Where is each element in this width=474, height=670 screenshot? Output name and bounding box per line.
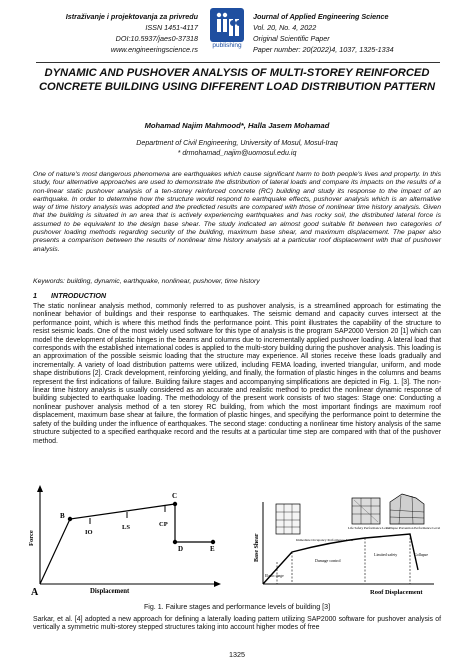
logo-text: publishing	[212, 42, 242, 49]
journal-url: www.engineeringscience.rs	[110, 45, 198, 54]
io-annotation: Immediate Occupancy Performance Level	[296, 538, 354, 542]
affiliation-block	[30, 138, 444, 158]
label-ls: LS	[122, 524, 130, 531]
introduction-paragraph: The static nonlinear analysis method, commonly referred to as pushover analysis, is a streamlined approach for estimating the nonlinear behavior of buildings and their response to earthquakes. The seismic demand and capacity curves intersect at the performance point, which is where this method finds the performance point. This point illustrates the capability of the structure to resist seismic loads. One of the most widely used software for this type of analysis is the program SAP2000 Version 20 [1] which can model the development of plastic hinges in the beams and columns due to incrementally applied pushover loading. A lateral load that corresponds with the established international codes is applied to the multi-story building during the pushover analysis. This loading is an approximation of the possible seismic loading that the structure may experience. All stories receive these loads gradually and incrementally. A variety of load distribution patterns were utilized, including FEMA loading, inverted triangular, uniform, and mode shape distributions [2]. Crack development, reinforcing yielding, and finally, the formation of plastic hinges in the columns and beams represent the first indications of failure. Building failure stages and accompanying simplifications are depicted in Fig. 1. [3]. The non-linear time history analysis is usually considered as an accurate and realistic method to predict the nonlinear dynamic response of building subjected to earthquake loading. The methodology of the present work consists of two stages: Stage one: Conducting a nonlinear pushover analysis method of a ten storey RC building, from which the most important findings are maximum roof displacement, maximum base shear at failure, the formation of plastic hinges, and specifying the performance point to determine the safety of the building under the influence of earthquakes. The second stage: conducting a nonlinear time history analysis of the same structure subjected to a specified earthquake record and the results at a particular time step are compared with that of the pushover method.	[33, 303, 441, 445]
collapse-annotation: Collapse	[414, 552, 428, 557]
keywords-list: building, dynamic, earthquake, nonlinear, pushover, time history	[64, 278, 260, 285]
performance-level-diagram	[254, 494, 440, 596]
section-heading	[33, 291, 441, 300]
label-io: IO	[85, 529, 93, 536]
left-y-arrow	[37, 485, 43, 492]
figure-1	[30, 484, 444, 598]
section-number: 1	[33, 291, 37, 300]
journal-local-name: Istraživanje i projektovanja za privredu	[65, 12, 198, 21]
abstract: One of nature's most dangerous phenomena are earthquakes which cause significant harm to both people's lives and property. In this study, four alternative approaches are used to demonstrate the distribution of lateral loads and compare its impacts on the results of a non-linear static pushover analysis of a ten-storey reinforced concrete (RC) building and study its response to the impact of an earthquake. In order to determine how the structure would respond to earthquake effects, pushover analysis which is an alternative way of time history analysis was adopted and the predicted results are compared with those of nonlinear time history analysis. Given that the building is situated in an area that is actively experiencing earthquakes and has rocky soil, the distributed lateral force is assumed to be equivalent to the design base shear. The study indicated an almost good suitable fit between two categories of pushover loading methods regarding security of the building, maximum base shear, and maximum displacement. The paper also presents a comparison between the results of nonlinear time history analysis at a particular roof displacement with that of pushover analysis.	[33, 171, 441, 253]
authors: Mohamad Najim Mahmood*, Halla Jasem Mohamad	[144, 121, 330, 130]
label-e: E	[210, 545, 215, 553]
keywords	[33, 278, 441, 285]
label-cp: CP	[159, 521, 168, 528]
header-rule	[36, 62, 440, 63]
right-y-label: Base Shear	[254, 533, 260, 562]
paper-type: Original Scientific Paper	[253, 34, 330, 43]
damage-control-annotation: Damage control	[315, 558, 341, 563]
publisher-logo	[204, 8, 250, 58]
right-x-label: Roof Displacement	[370, 589, 423, 596]
journal-name: Journal of Applied Engineering Science	[253, 12, 389, 21]
left-x-label: Displacement	[90, 588, 130, 595]
page-number: 1325	[229, 650, 245, 659]
force-displacement-diagram	[28, 485, 221, 598]
label-d: D	[178, 545, 184, 553]
figure-svg	[30, 484, 444, 598]
building-icon-cp	[390, 494, 424, 524]
point-d-marker	[173, 540, 177, 544]
building-icon-io	[276, 504, 300, 534]
elastic-range-annotation: Elastic range	[265, 574, 284, 578]
section-title: INTRODUCTION	[51, 291, 107, 300]
label-b: B	[60, 512, 65, 520]
paper-title: DYNAMIC AND PUSHOVER ANALYSIS OF MULTI-STOREY REINFORCED CONCRETE BUILDING USING DIFFERENT LOAD DISTRIBUTION PATTERN	[38, 67, 436, 93]
point-b-marker	[68, 517, 72, 521]
building-icon-ls	[352, 498, 380, 524]
logo-mark-icon	[210, 8, 244, 42]
header-left	[38, 11, 198, 55]
continuation-paragraph: Sarkar, et al. [4] adopted a new approach for defining a laterally loading pattern utilizing SAP2000 software for pushover analysis of vertically a symmetric multi-storey stepped structures taking into account higher modes of free	[33, 616, 441, 632]
doi: DOI:10.5937/jaes0-37318	[115, 34, 198, 43]
point-c-marker	[173, 502, 177, 506]
paper-number: Paper number: 20(2022)4, 1037, 1325-1334	[253, 45, 394, 54]
left-y-label: Force	[28, 530, 35, 546]
header-right	[253, 11, 453, 55]
left-x-arrow	[214, 581, 221, 587]
affiliation: Department of Civil Engineering, University of Mosul, Mosul-Iraq	[136, 139, 338, 147]
limited-safety-annotation: Limited safety	[374, 552, 398, 557]
keywords-label: Keywords:	[33, 278, 65, 285]
label-c: C	[172, 492, 178, 500]
ls-annotation: Life Safety Performance Level	[348, 526, 390, 530]
cp-annotation: Collapse Prevention Performance Level	[386, 526, 441, 530]
issn: ISSN 1451-4117	[145, 23, 198, 32]
corresponding-email: * drmohamad_najim@uomosul.edu.iq	[177, 149, 297, 157]
figure-caption: Fig. 1. Failure stages and performance levels of building [3]	[143, 603, 331, 611]
point-e-marker	[211, 540, 215, 544]
volume-info: Vol. 20, No. 4, 2022	[253, 23, 317, 32]
label-a: A	[31, 587, 39, 598]
